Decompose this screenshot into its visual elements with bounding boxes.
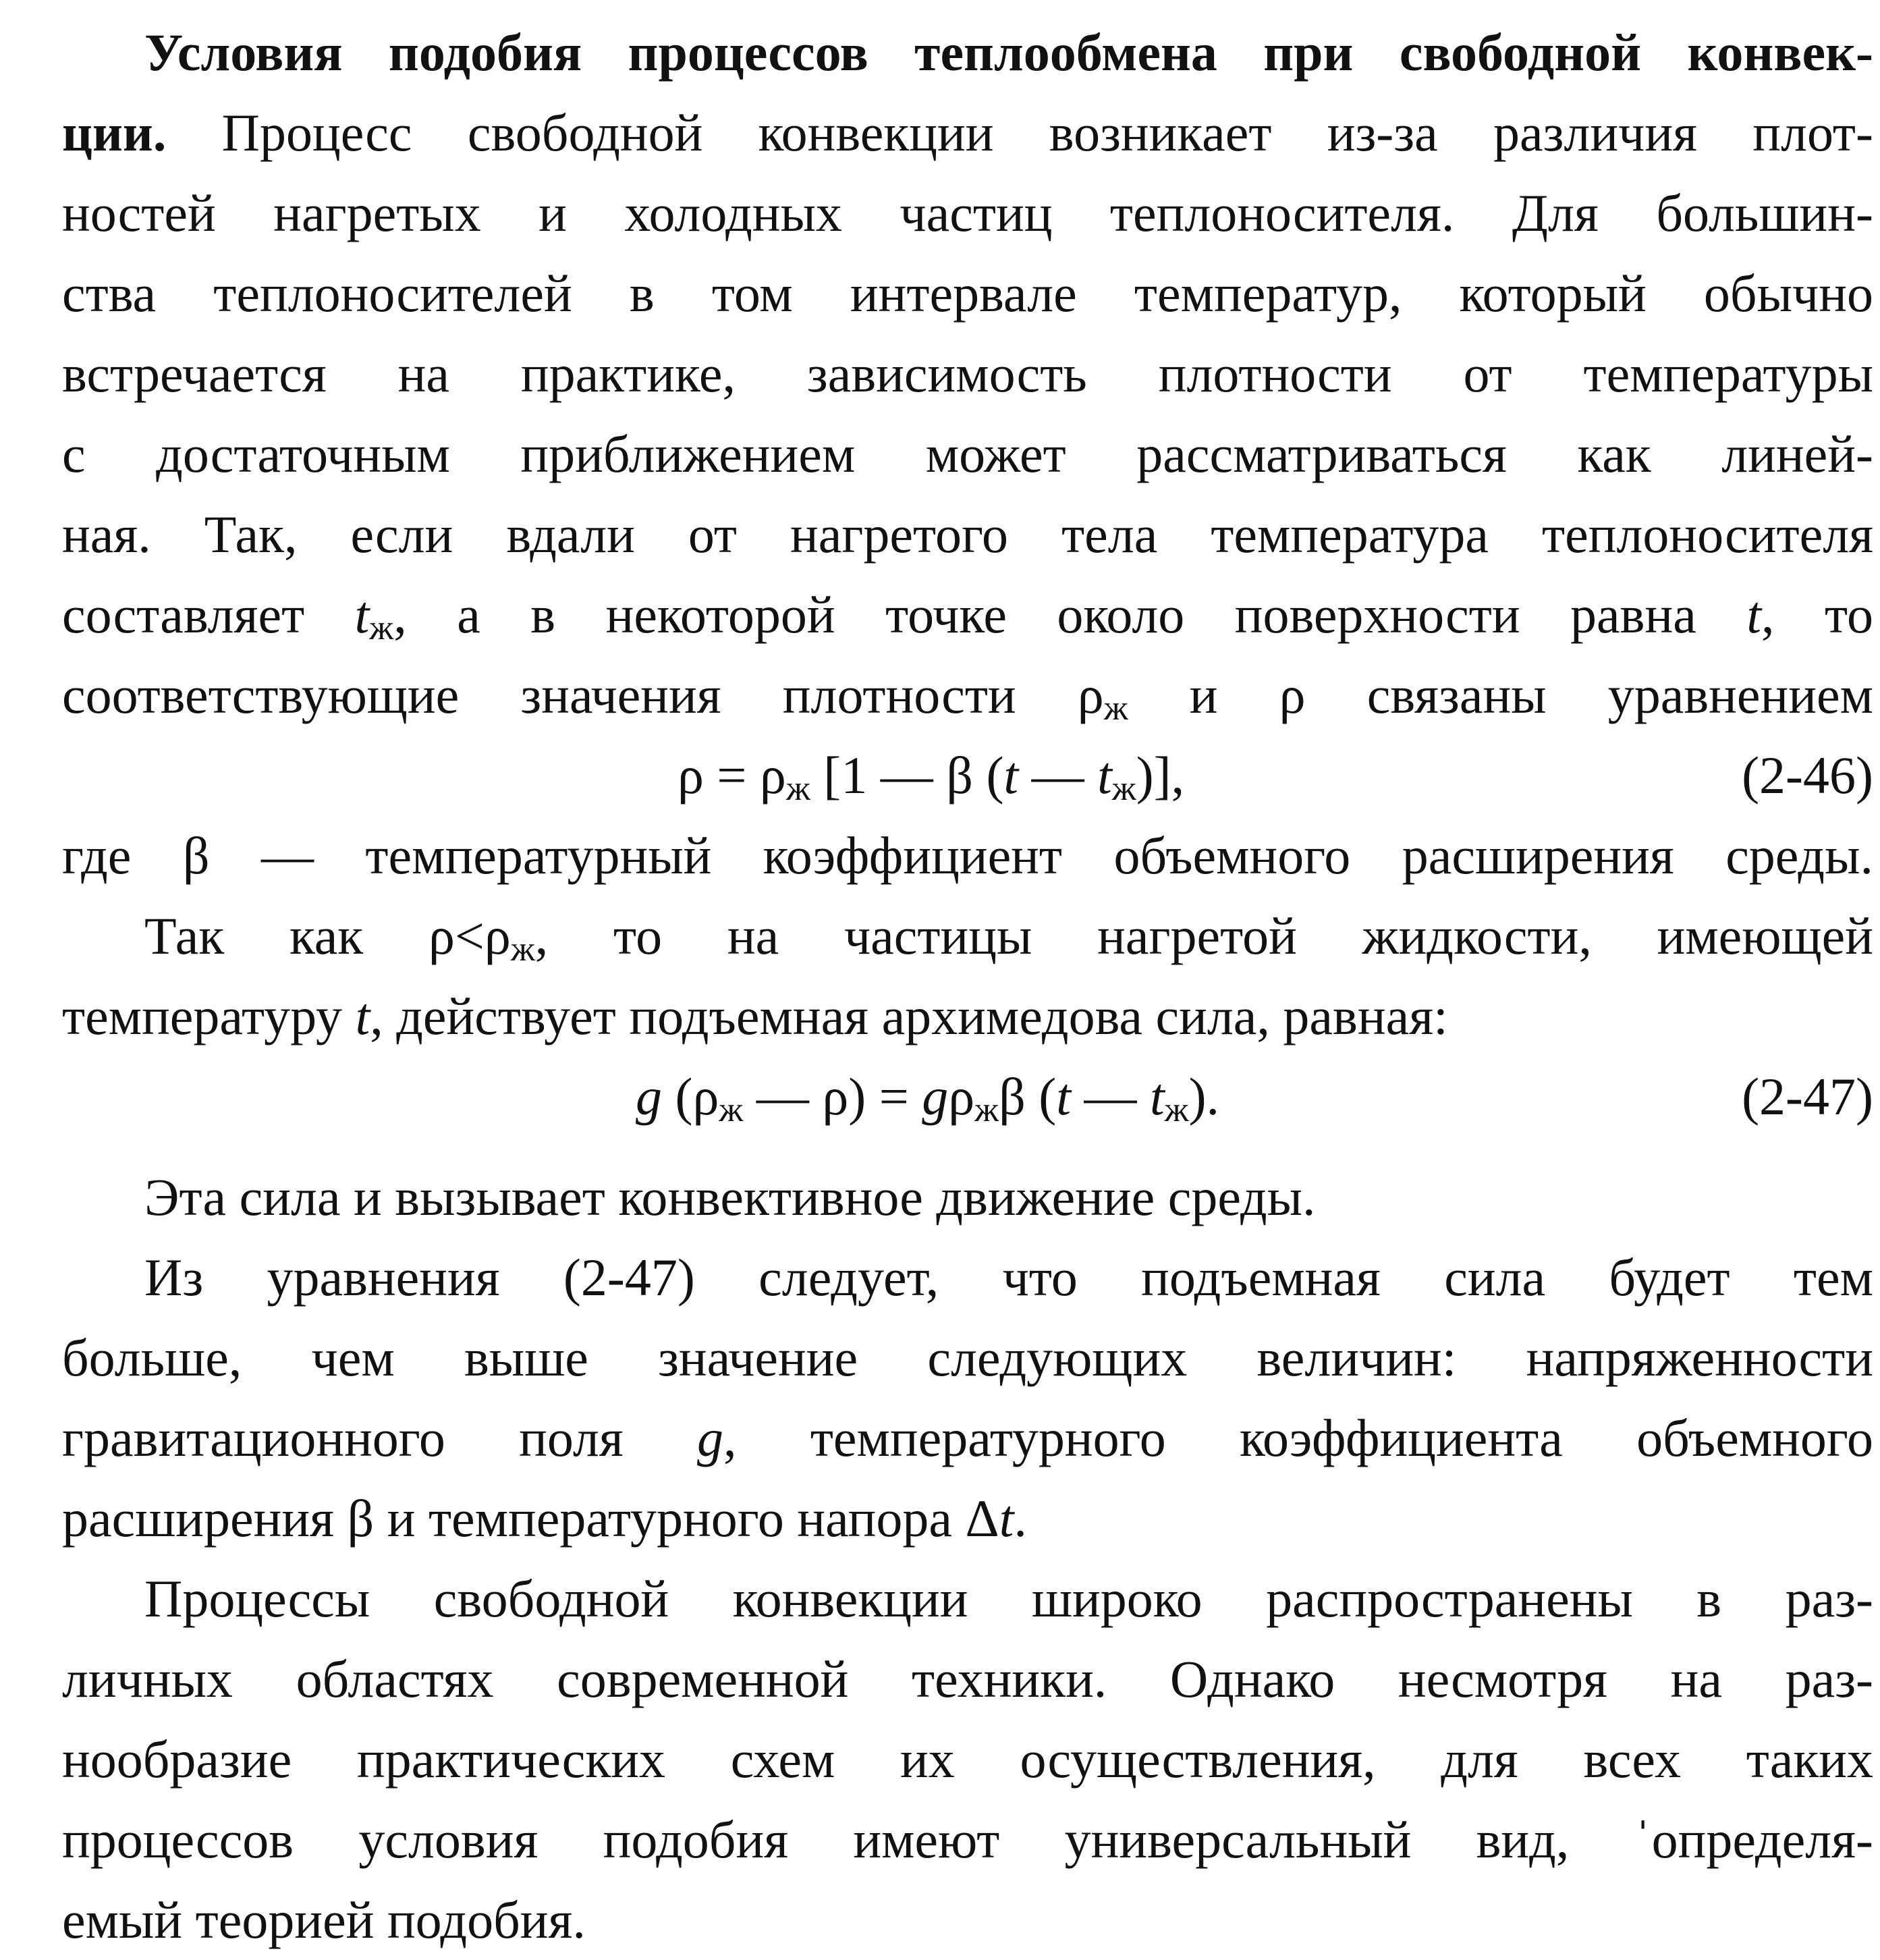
text-line: ностей нагретых и холодных частиц теплоносителя. Для большин- <box>62 184 1873 242</box>
text-line: где β — температурный коэффициент объемного расширения среды. <box>62 826 1873 885</box>
text-line <box>62 12 1873 92</box>
text-line: процессов условия подобия имеют универсальный вид, ˈопределя- <box>62 1810 1873 1869</box>
text-line: соответствующие значения плотности $\rho_ж$ и ρ связаны уравнением <box>62 665 1873 728</box>
paragraph-free-convection-intro <box>62 12 1873 735</box>
paragraph-buoyancy <box>62 896 1873 1056</box>
text-line: Эта сила и вызывает конвективное движение среды. <box>144 1168 1316 1226</box>
equation-expression: g ($\rho_ж$ — $\rho) = g\rho_ж\beta$ (t — $t_ж$). <box>636 1067 1220 1129</box>
text-line: температуру t, действует подъемная архимедова сила, равная: <box>62 987 1448 1045</box>
text-line: емый теорией подобия. <box>62 1890 586 1949</box>
equation-2-46 <box>62 735 1873 815</box>
text-line: ная. Так, если вдали от нагретого тела температура теплоносителя <box>62 505 1873 564</box>
equation-expression: $\rho = \rho_ж$ [1 — β (t — $t_ж$)], <box>678 746 1185 808</box>
text-line: нообразие практических схем их осуществления, для всех таких <box>62 1730 1873 1789</box>
text-line: личных областях современной техники. Однако несмотря на раз- <box>62 1650 1873 1708</box>
text-line: с достаточным приближением может рассматриваться как линей- <box>62 425 1873 483</box>
vertical-space <box>62 1137 1873 1157</box>
text-line: Процессы свободной конвекции широко распространены в раз- <box>144 1569 1873 1628</box>
equation-number: (2-47) <box>1742 1067 1873 1126</box>
paragraph-applications <box>62 1558 1873 1960</box>
text-line: составляет $t_ж$, а в некоторой точке около поверхности равна t, то <box>62 585 1874 647</box>
text-line: ции. Процесс свободной конвекции возникает из-за различия плот- <box>62 103 1873 162</box>
section-heading: Условия подобия процессов теплообмена при свободной конвек- <box>144 23 1873 82</box>
equation-2-47 <box>62 1056 1873 1137</box>
paragraph-convective-motion <box>62 1157 1873 1237</box>
text-line: гравитационного поля g, температурного коэффициента объемного <box>62 1409 1873 1467</box>
section-heading-end: ции. <box>62 103 167 162</box>
text-line: расширения β и температурного напора Δt. <box>62 1489 1027 1548</box>
text-line: встречается на практике, зависимость плотности от температуры <box>62 344 1873 403</box>
paragraph-beta-definition <box>62 815 1873 896</box>
document-page <box>62 12 1873 1960</box>
text-line: ства теплоносителей в том интервале температур, который обычно <box>62 264 1873 323</box>
text-line: больше, чем выше значение следующих величин: напряженности <box>62 1328 1873 1387</box>
text-line: Из уравнения (2-47) следует, что подъемная сила будет тем <box>144 1248 1873 1307</box>
equation-number: (2-46) <box>1742 746 1873 805</box>
paragraph-lifting-force <box>62 1237 1873 1558</box>
text-line: Так как $\rho<\rho_ж$, то на частицы нагретой жидкости, имеющей <box>144 906 1873 969</box>
